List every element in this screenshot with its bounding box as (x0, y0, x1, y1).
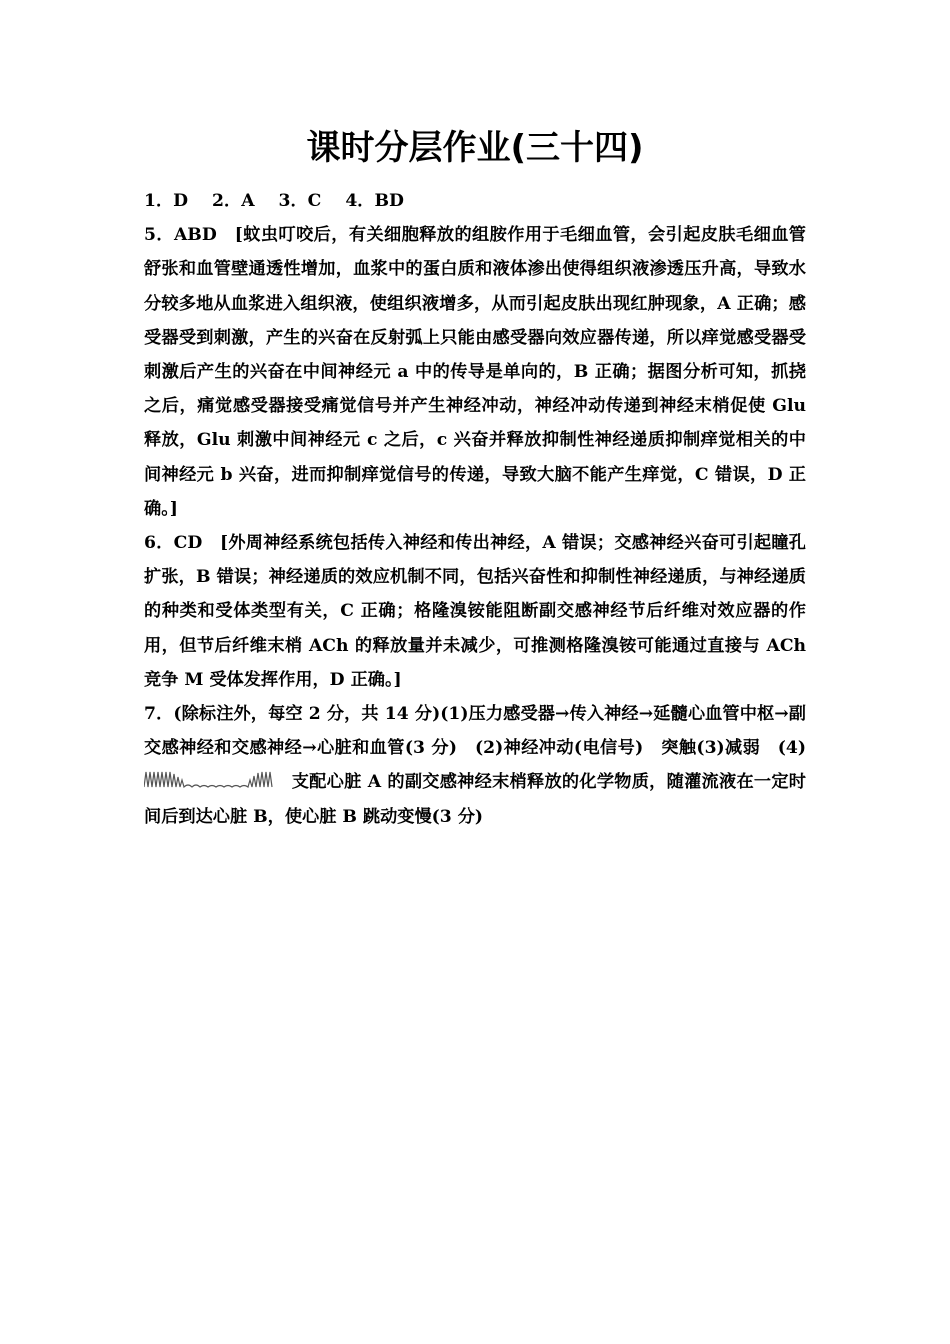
answers-line-1-4 (144, 184, 806, 218)
answer-3: 3．C (278, 191, 322, 211)
answer-2: 2．A (212, 191, 255, 211)
answer-5: 5．ABD [蚊虫叮咬后，有关细胞释放的组胺作用于毛细血管，会引起皮肤毛细血管舒张和血管壁通透性增加，血浆中的蛋白质和液体渗出使得组织液渗透压升高，导致水分较多地从血浆进入组织液，使组织液增多，从而引起皮肤出现红肿现象，A 正确；感受器受到刺激，产生的兴奋在反射弧上只能由感受器向效应器传递，所以痒觉感受器受刺激后产生的兴奋在中间神经元 a 中的传导是单向的，B 正确；据图分析可知，抓挠之后，痛觉感受器接受痛觉信号并产生神经冲动，神经冲动传递到神经末梢促使 Glu 释放，Glu 刺激中间神经元 c 之后，c 兴奋并释放抑制性神经递质抑制痒觉相关的中间神经元 b 兴奋，进而抑制痒觉信号的传递，导致大脑不能产生痒觉，C 错误，D 正确。] (144, 225, 806, 519)
heartbeat-waveform-figure (144, 768, 274, 790)
answer-content (144, 184, 806, 834)
answer-6: 6．CD [外周神经系统包括传入神经和传出神经，A 错误；交感神经兴奋可引起瞳孔扩张，B 错误；神经递质的效应机制不同，包括兴奋性和抑制性神经递质，与神经递质的种类和受体类型有关，C 正确；格隆溴铵能阻断副交感神经节后纤维对效应器的作用，但节后纤维末梢 ACh 的释放量并未减少，可推测格隆溴铵可能通过直接与 ACh 竞争 M 受体发挥作用，D 正确。] (144, 533, 806, 690)
page-title: 课时分层作业(三十四) (306, 128, 644, 168)
answer-7 (144, 697, 806, 834)
answer-1: 1．D (144, 191, 189, 211)
answer-7-part-1: 7．(除标注外，每空 2 分，共 14 分)(1)压力感受器→传入神经→延髓心血管中枢→副交感神经和交感神经→心脏和血管(3 分) (2)神经冲动(电信号) 突触(3)减弱 (4) (144, 704, 806, 759)
answer-7-part-2: 支配心脏 A 的副交感神经末梢释放的化学物质，随灌流液在一定时间后到达心脏 B，使心脏 B 跳动变慢(3 分) (144, 772, 806, 827)
answer-4: 4．BD (345, 191, 404, 211)
